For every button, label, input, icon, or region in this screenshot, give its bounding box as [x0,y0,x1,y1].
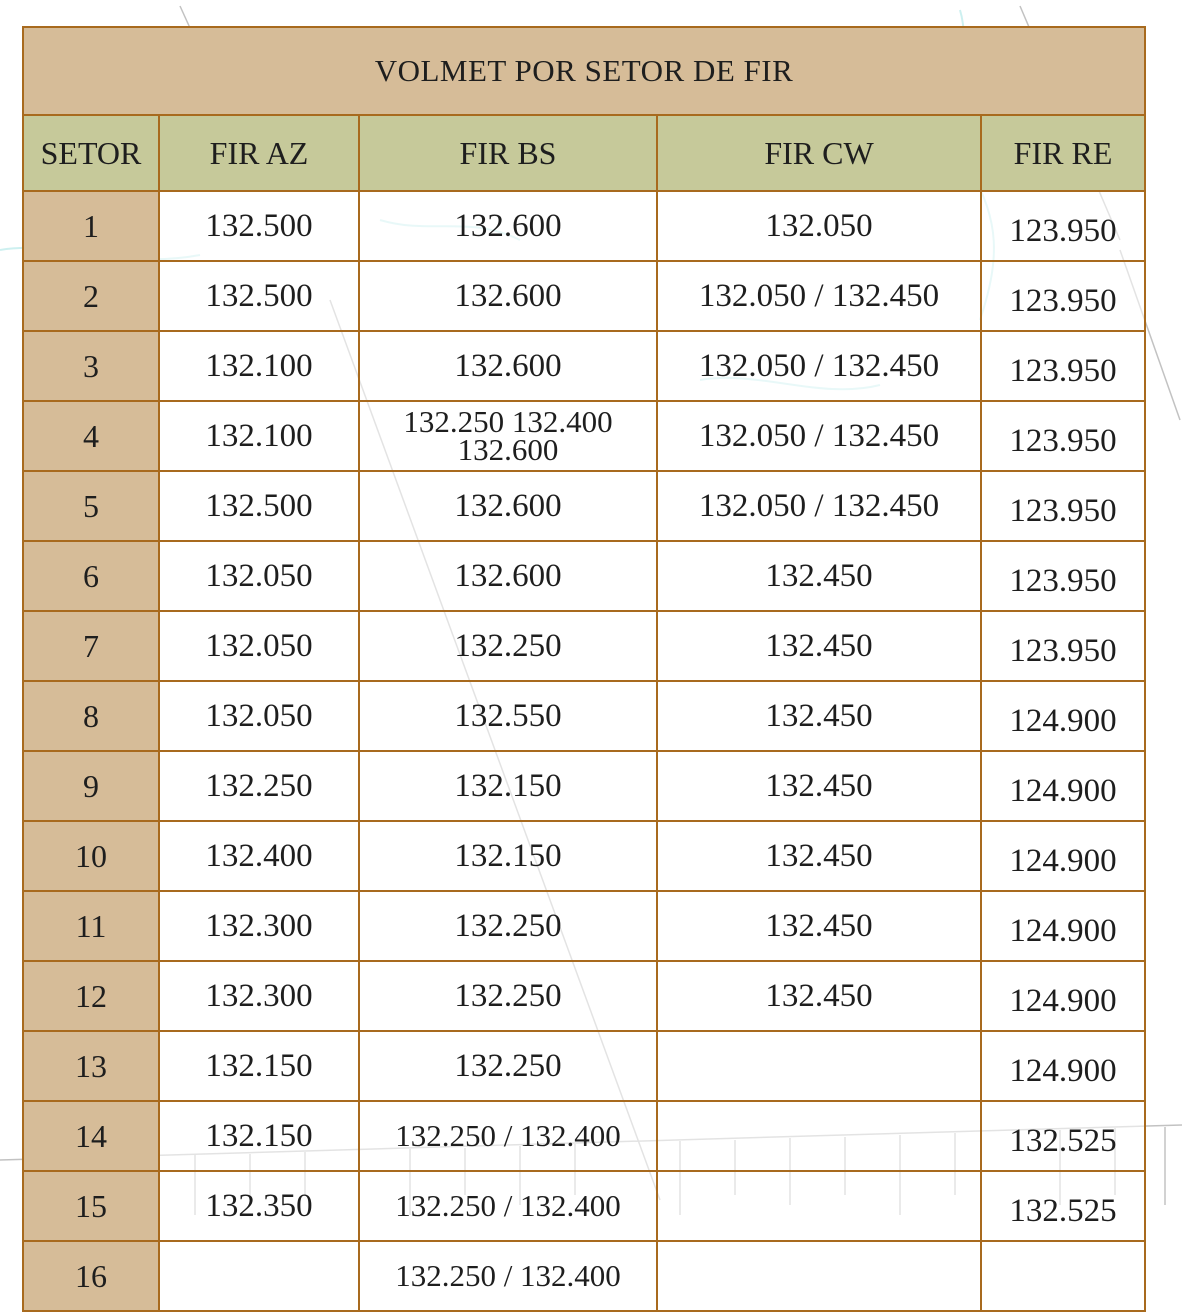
fir-az-cell: 132.050 [159,541,359,611]
fir-bs-cell: 132.600 [359,261,657,331]
fir-cw-cell: 132.050 / 132.450 [657,331,981,401]
header-fir-bs: FIR BS [359,115,657,191]
setor-cell: 7 [23,611,159,681]
volmet-table [22,26,1146,1312]
setor-cell: 11 [23,891,159,961]
fir-re-cell: 123.950 [981,611,1145,681]
fir-az-cell: 132.150 [159,1101,359,1171]
table-row [23,1241,1145,1311]
setor-cell: 6 [23,541,159,611]
fir-az-cell: 132.500 [159,261,359,331]
table-row [23,1171,1145,1241]
fir-re-cell: 132.525 [981,1101,1145,1171]
fir-re-cell [981,1241,1145,1311]
fir-az-cell: 132.500 [159,191,359,261]
fir-cw-cell: 132.050 / 132.450 [657,401,981,471]
table-title: VOLMET POR SETOR DE FIR [23,27,1145,115]
header-fir-az: FIR AZ [159,115,359,191]
fir-cw-cell [657,1031,981,1101]
fir-bs-cell: 132.600 [359,471,657,541]
fir-cw-cell [657,1241,981,1311]
fir-bs-cell: 132.150 [359,821,657,891]
setor-cell: 15 [23,1171,159,1241]
table-row [23,191,1145,261]
fir-az-cell: 132.050 [159,611,359,681]
table-row [23,821,1145,891]
setor-cell: 10 [23,821,159,891]
setor-cell: 3 [23,331,159,401]
fir-re-cell: 132.525 [981,1171,1145,1241]
fir-cw-cell: 132.450 [657,541,981,611]
volmet-table-container [22,26,1144,1312]
fir-cw-cell: 132.450 [657,961,981,1031]
header-setor: SETOR [23,115,159,191]
fir-cw-cell: 132.450 [657,821,981,891]
fir-cw-cell: 132.050 / 132.450 [657,471,981,541]
table-row [23,751,1145,821]
fir-bs-cell: 132.150 [359,751,657,821]
setor-cell: 12 [23,961,159,1031]
setor-cell: 2 [23,261,159,331]
setor-cell: 9 [23,751,159,821]
fir-cw-cell [657,1101,981,1171]
fir-re-cell: 124.900 [981,1031,1145,1101]
fir-re-cell: 124.900 [981,961,1145,1031]
fir-bs-cell: 132.250 [359,611,657,681]
fir-bs-cell: 132.250 / 132.400 [359,1241,657,1311]
fir-bs-cell: 132.600 [359,191,657,261]
fir-bs-cell: 132.250 [359,961,657,1031]
fir-bs-cell: 132.250 / 132.400 [359,1171,657,1241]
fir-cw-cell: 132.450 [657,681,981,751]
fir-az-cell: 132.400 [159,821,359,891]
fir-re-cell: 124.900 [981,891,1145,961]
setor-cell: 14 [23,1101,159,1171]
table-row [23,611,1145,681]
fir-re-cell: 123.950 [981,541,1145,611]
fir-az-cell [159,1241,359,1311]
setor-cell: 4 [23,401,159,471]
header-fir-re: FIR RE [981,115,1145,191]
header-row [23,115,1145,191]
setor-cell: 16 [23,1241,159,1311]
fir-cw-cell: 132.450 [657,611,981,681]
fir-az-cell: 132.300 [159,961,359,1031]
table-row [23,1031,1145,1101]
fir-az-cell: 132.100 [159,331,359,401]
table-row [23,331,1145,401]
table-row [23,961,1145,1031]
fir-az-cell: 132.250 [159,751,359,821]
table-row [23,471,1145,541]
title-row [23,27,1145,115]
fir-re-cell: 123.950 [981,471,1145,541]
fir-az-cell: 132.300 [159,891,359,961]
fir-bs-cell: 132.600 [359,541,657,611]
fir-bs-cell: 132.550 [359,681,657,751]
setor-cell: 13 [23,1031,159,1101]
fir-cw-cell [657,1171,981,1241]
setor-cell: 8 [23,681,159,751]
fir-re-cell: 123.950 [981,401,1145,471]
fir-cw-cell: 132.450 [657,751,981,821]
header-fir-cw: FIR CW [657,115,981,191]
fir-bs-cell: 132.250 132.400 132.600 [359,401,657,471]
table-body [23,191,1145,1311]
fir-re-cell: 124.900 [981,681,1145,751]
table-row [23,891,1145,961]
fir-re-cell: 124.900 [981,821,1145,891]
fir-bs-cell: 132.250 / 132.400 [359,1101,657,1171]
setor-cell: 1 [23,191,159,261]
table-row [23,1101,1145,1171]
fir-az-cell: 132.050 [159,681,359,751]
fir-cw-cell: 132.450 [657,891,981,961]
fir-cw-cell: 132.050 [657,191,981,261]
fir-cw-cell: 132.050 / 132.450 [657,261,981,331]
fir-re-cell: 123.950 [981,261,1145,331]
fir-az-cell: 132.350 [159,1171,359,1241]
fir-re-cell: 123.950 [981,331,1145,401]
setor-cell: 5 [23,471,159,541]
fir-re-cell: 124.900 [981,751,1145,821]
fir-bs-cell: 132.250 [359,891,657,961]
fir-re-cell: 123.950 [981,191,1145,261]
fir-bs-cell: 132.600 [359,331,657,401]
table-row [23,401,1145,471]
table-row [23,681,1145,751]
fir-az-cell: 132.500 [159,471,359,541]
fir-az-cell: 132.150 [159,1031,359,1101]
fir-bs-cell: 132.250 [359,1031,657,1101]
fir-az-cell: 132.100 [159,401,359,471]
table-row [23,261,1145,331]
table-row [23,541,1145,611]
